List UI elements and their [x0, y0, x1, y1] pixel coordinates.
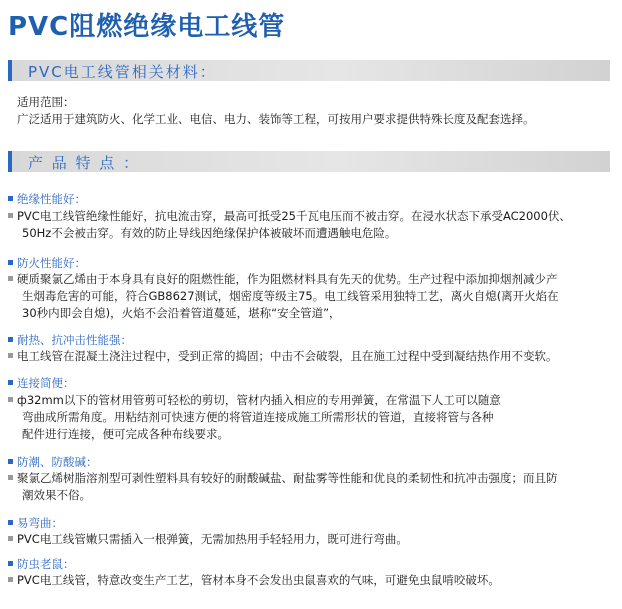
feature-text-bendable: PVC电工线管嫩只需插入一根弹簧，无需加热用手轻轻用力，既可进行弯曲。 — [8, 531, 408, 548]
feature-text-fireproof: 硬质聚氯乙烯由于本身具有良好的阻燃性能，作为阻燃材料具有先天的优势。生产过程中添加抑烟剂减少产 生烟毒危害的可能，符合GB8627测试，烟密度等级主75。电工线管采用独特工艺，离火自熄(离开火焰在 30秒内即会自熄)，火焰不会沿着管道蔓延，堪称“安全管道”， — [8, 271, 559, 322]
square-bullet-icon — [8, 260, 13, 265]
square-bullet-icon — [8, 561, 13, 566]
feature-heading-insulation: 绝缘性能好： — [8, 191, 86, 207]
feature-heading-connection: 连接简便： — [8, 375, 75, 391]
section-accent — [8, 60, 12, 81]
feature-heading-bendable: 易弯曲： — [8, 515, 63, 531]
square-bullet-icon — [8, 459, 13, 464]
scope-label: 适用范围： — [17, 95, 75, 109]
feature-text-pest-proof: PVC电工线管，特意改变生产工艺，管材本身不会发出虫鼠喜欢的气味，可避免虫鼠啃咬破坏。 — [8, 572, 500, 589]
section-header-materials — [8, 60, 610, 81]
feature-heading-fireproof: 防火性能好： — [8, 255, 86, 271]
square-bullet-icon — [8, 536, 13, 541]
square-bullet-icon — [8, 577, 13, 582]
page-title: PVC阻燃绝缘电工线管 — [8, 12, 286, 42]
feature-text-moisture-acid: 聚氯乙烯树脂溶剂型可剥性塑料具有较好的耐酸碱盐、耐盐雾等性能和优良的柔韧性和抗冲击强度；而且防 潮效果不俗。 — [8, 470, 558, 504]
feature-heading-moisture-acid: 防潮、防酸碱： — [8, 454, 98, 470]
square-bullet-icon — [8, 397, 13, 402]
feature-heading-heat-impact: 耐热、抗冲击性能强： — [8, 332, 132, 348]
section-label: PVC电工线管相关材料： — [28, 63, 217, 81]
square-bullet-icon — [8, 196, 13, 201]
square-bullet-icon — [8, 213, 13, 218]
square-bullet-icon — [8, 353, 13, 358]
feature-text-insulation: PVC电工线管绝缘性能好，抗电流击穿，最高可抵受25千瓦电压而不被击穿。在浸水状态下承受AC2000伏、 50Hz不会被击穿。有效的防止导线因绝缘保护体被破坏而遭遇触电危险。 — [8, 208, 571, 242]
section-accent — [8, 151, 12, 172]
square-bullet-icon — [8, 475, 13, 480]
feature-heading-pest-proof: 防虫老鼠： — [8, 556, 75, 572]
scope-text: 广泛适用于建筑防火、化学工业、电信、电力、装饰等工程，可按用户要求提供特殊长度及配套选择。 — [17, 112, 535, 126]
square-bullet-icon — [8, 337, 13, 342]
square-bullet-icon — [8, 520, 13, 525]
section-header-features — [8, 151, 610, 172]
section-label: 产 品 特 点 ： — [28, 154, 141, 172]
feature-text-connection: ф32mm以下的管材用管剪可轻松的剪切，管材内插入相应的专用弹簧，在常温下人工可以随意 弯曲成所需角度。用粘结剂可快速方便的将管道连接成施工所需形状的管道，直接将管与各种 配件进行连接，便可完成各种布线要求。 — [8, 392, 501, 443]
square-bullet-icon — [8, 380, 13, 385]
square-bullet-icon — [8, 276, 13, 281]
feature-text-heat-impact: 电工线管在混凝土浇注过程中，受到正常的捣固；中击不会破裂，且在施工过程中受到凝结热作用不变软。 — [8, 348, 558, 365]
